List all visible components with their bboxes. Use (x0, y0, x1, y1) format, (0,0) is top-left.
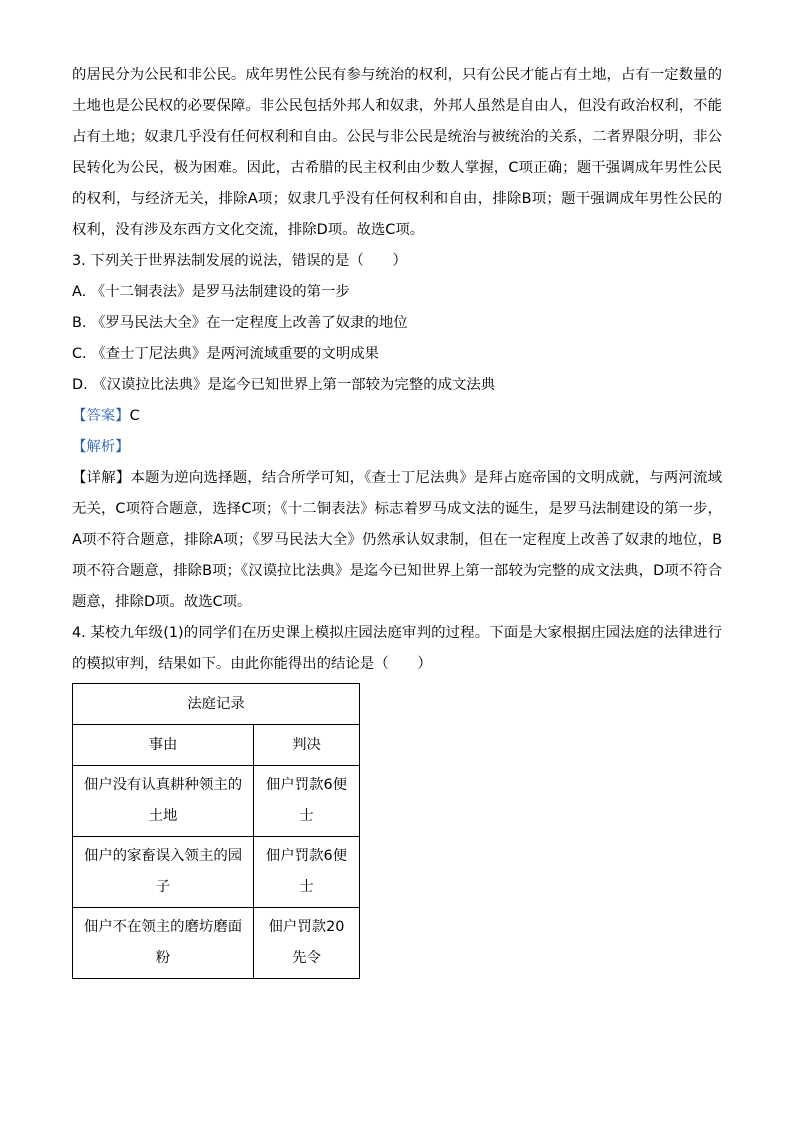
table-row (73, 837, 360, 908)
table-row (73, 766, 360, 837)
table-cell-reason: 佃户没有认真耕种领主的土地 (73, 766, 254, 837)
answer-line (72, 401, 722, 432)
table-row (73, 908, 360, 979)
table-cell-verdict: 佃户罚款20先令 (253, 908, 359, 979)
table-cell-reason: 佃户不在领主的磨坊磨面粉 (73, 908, 254, 979)
table-header-reason: 事由 (73, 725, 254, 766)
table-title: 法庭记录 (73, 684, 360, 725)
detail-tag: 【详解】 (72, 470, 131, 486)
table-header-verdict: 判决 (253, 725, 359, 766)
table-cell-verdict: 佃户罚款6便士 (253, 766, 359, 837)
question-4-stem: 4. 某校九年级(1)的同学们在历史课上模拟庄园法庭审判的过程。下面是大家根据庄园法庭的法律进行的模拟审判，结果如下。由此你能得出的结论是（ ） (72, 625, 722, 672)
answer-value: C (129, 408, 140, 424)
document-page (72, 60, 722, 979)
question-3-option-d: D. 《汉谟拉比法典》是迄今已知世界上第一部较为完整的成文法典 (72, 377, 496, 393)
detail-text: 本题为逆向选择题，结合所学可知，《查士丁尼法典》是拜占庭帝国的文明成就，与两河流域无关，C项符合题意，选择C项；《十二铜表法》标志着罗马成文法的诞生，是罗马法制建设的第一步，A项不符合题意，排除A项；《罗马民法大全》仍然承认奴隶制，但在一定程度上改善了奴隶的地位，B项不符合题意，排除B项；《汉谟拉比法典》是迄今已知世界上第一部较为完整的成文法典，D项不符合题意，排除D项。故选C项。 (72, 470, 722, 610)
analysis-tag: 【解析】 (72, 439, 130, 455)
question-3-option-c: C. 《查士丁尼法典》是两河流域重要的文明成果 (72, 346, 380, 362)
question-3-option-a: A. 《十二铜表法》是罗马法制建设的第一步 (72, 284, 350, 300)
table-cell-verdict: 佃户罚款6便士 (253, 837, 359, 908)
table-cell-reason: 佃户的家畜误入领主的园子 (73, 837, 254, 908)
court-record-table (72, 683, 360, 979)
question-3-stem: 3. 下列关于世界法制发展的说法，错误的是（ ） (72, 253, 407, 269)
detail-paragraph (72, 463, 722, 618)
question-3-option-b: B. 《罗马民法大全》在一定程度上改善了奴隶的地位 (72, 315, 408, 331)
analysis-line (72, 432, 722, 463)
answer-tag: 【答案】 (72, 408, 130, 424)
previous-analysis-text: 的居民分为公民和非公民。成年男性公民有参与统治的权利，只有公民才能占有土地，占有一定数量的土地也是公民权的必要保障。非公民包括外邦人和奴隶，外邦人虽然是自由人，但没有政治权利，不能占有土地；奴隶几乎没有任何权利和自由。公民与非公民是统治与被统治的关系，二者界限分明，非公民转化为公民，极为困难。因此，古希腊的民主权利由少数人掌握，C项正确；题干强调成年男性公民的权利，与经济无关，排除A项；奴隶几乎没有任何权利和自由，排除B项；题干强调成年男性公民的权利，没有涉及东西方文化交流，排除D项。故选C项。 (72, 67, 722, 238)
